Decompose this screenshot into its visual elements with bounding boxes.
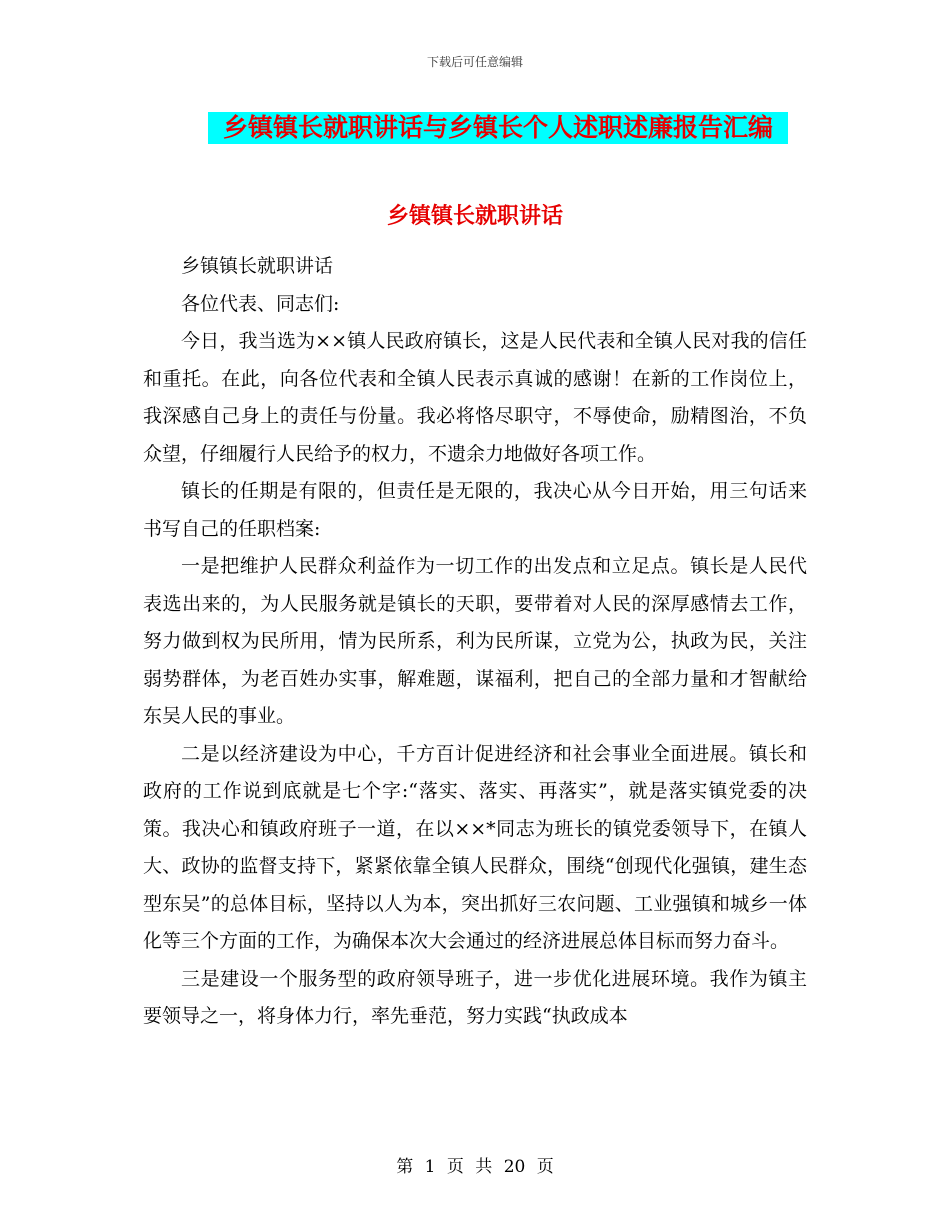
body-paragraph: 二是以经济建设为中心，千方百计促进经济和社会事业全面进展。镇长和政府的工作说到底就是七个字:“落实、落实、再落实”，就是落实镇党委的决策。我决心和镇政府班子一道，在以××*同志为班长的镇党委领导下，在镇人大、政协的监督支持下，紧紧依靠全镇人民群众，围绕“创现代化强镇，建生态型东吴”的总体目标，坚持以人为本，突出抓好三农问题、工业强镇和城乡一体化等三个方面的工作，为确保本次大会通过的经济进展总体目标而努力奋斗。 <box>143 742 807 952</box>
document-title: 乡镇镇长就职讲话与乡镇长个人述职述廉报告汇编 <box>208 112 788 144</box>
body-paragraph: 各位代表、同志们: <box>181 292 340 315</box>
body-paragraph: 镇长的任期是有限的，但责任是无限的，我决心从今日开始，用三句话来书写自己的任职档案: <box>143 480 807 540</box>
body-paragraph: 一是把维护人民群众利益作为一切工作的出发点和立足点。镇长是人民代表选出来的，为人民服务就是镇长的天职，要带着对人民的深厚感情去工作，努力做到权为民所用，情为民所系，利为民所谋，立党为公，执政为民，关注弱势群体，为老百姓办实事，解难题，谋福利，把自己的全部力量和才智献给东吴人民的事业。 <box>143 555 807 727</box>
section-title: 乡镇镇长就职讲话 <box>386 204 563 229</box>
body-paragraph: 今日，我当选为××镇人民政府镇长，这是人民代表和全镇人民对我的信任和重托。在此，向各位代表和全镇人民表示真诚的感谢！在新的工作岗位上，我深感自己身上的责任与份量。我必将恪尽职守，不辱使命，励精图治，不负众望，仔细履行人民给予的权力，不遗余力地做好各项工作。 <box>143 330 807 465</box>
body-paragraph: 三是建设一个服务型的政府领导班子，进一步优化进展环境。我作为镇主要领导之一，将身体力行，率先垂范，努力实践“执政成本 <box>143 967 807 1027</box>
document-body <box>143 248 807 1036</box>
body-paragraph: 乡镇镇长就职讲话 <box>181 255 334 277</box>
page-number: 第 1 页 共 20 页 <box>396 1157 554 1177</box>
header-note: 下载后可任意编辑 <box>426 55 523 69</box>
